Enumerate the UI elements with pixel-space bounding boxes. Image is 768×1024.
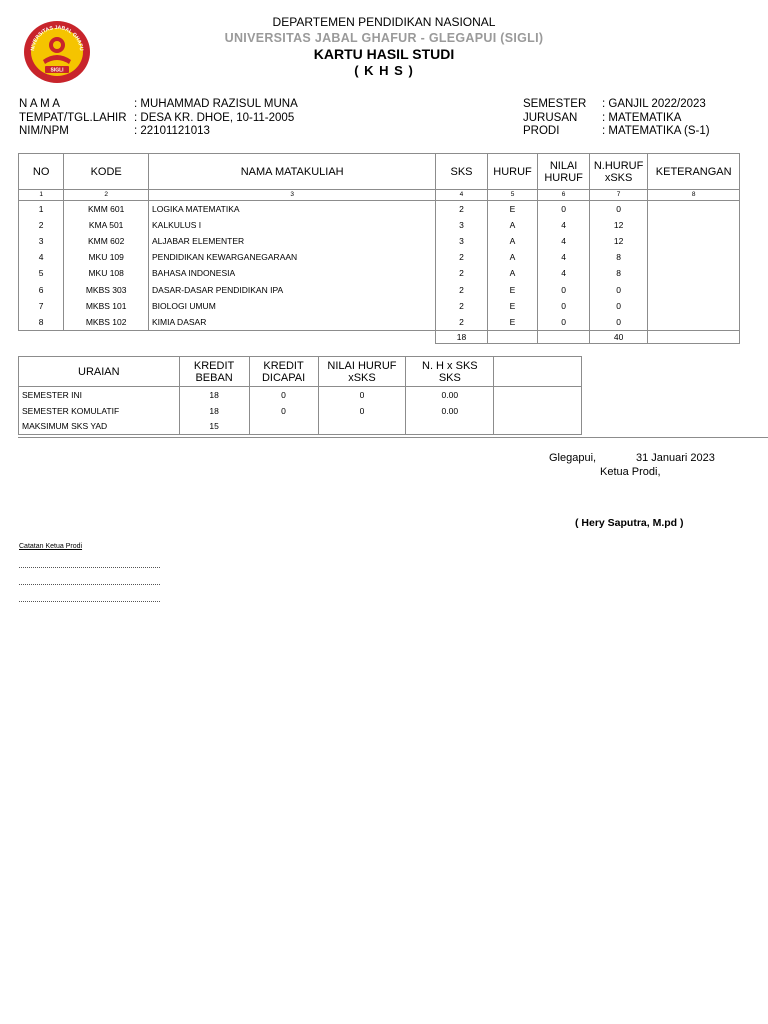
cell-nxsks: 0	[589, 281, 648, 297]
summary-header-dicapai: KREDIT DICAPAI	[249, 357, 318, 387]
cell-no: 4	[19, 249, 64, 265]
table-row	[19, 298, 740, 314]
cell-no: 1	[19, 201, 64, 217]
totals-row	[19, 330, 740, 343]
cell-keterangan	[648, 265, 740, 281]
signature-role: Ketua Prodi,	[600, 466, 661, 478]
prodi-value: : MATEMATIKA (S-1)	[602, 125, 710, 137]
total-sks: 18	[436, 330, 487, 343]
cell-no: 5	[19, 265, 64, 281]
colnum: 6	[538, 190, 589, 201]
cell-keterangan	[648, 314, 740, 330]
summary-dicapai: 0	[249, 403, 318, 419]
cell-nama: DASAR-DASAR PENDIDIKAN IPA	[149, 281, 436, 297]
document-subtitle: ( K H S )	[354, 63, 414, 78]
cell-no: 7	[19, 298, 64, 314]
cell-sks: 2	[436, 201, 487, 217]
jurusan-label: JURUSAN	[523, 112, 578, 124]
divider	[18, 437, 768, 438]
university-name: UNIVERSITAS JABAL GHAFUR - GLEGAPUI (SIGLI)	[224, 31, 544, 45]
document-title: KARTU HASIL STUDI	[313, 46, 455, 62]
table-row	[19, 281, 740, 297]
signature-date: 31 Januari 2023	[636, 452, 715, 464]
cell-sks: 2	[436, 265, 487, 281]
cell-sks: 2	[436, 281, 487, 297]
cell-nama: PENDIDIKAN KEWARGANEGARAAN	[149, 249, 436, 265]
table-row	[19, 249, 740, 265]
cell-nilai: 0	[538, 201, 589, 217]
grades-table	[18, 153, 740, 344]
notes-title: Catatan Ketua Prodi	[19, 543, 83, 550]
cell-no: 8	[19, 314, 64, 330]
header-huruf: HURUF	[487, 154, 538, 190]
summary-dicapai	[249, 419, 318, 435]
colnum: 7	[589, 190, 648, 201]
cell-no: 6	[19, 281, 64, 297]
summary-row	[19, 387, 582, 403]
header-nxsks: N.HURUF xSKS	[589, 154, 648, 190]
summary-header-uraian: URAIAN	[19, 357, 180, 387]
total-nxsks: 40	[589, 330, 648, 343]
semester-label: SEMESTER	[523, 98, 587, 110]
signature-name: ( Hery Saputra, M.pd )	[575, 517, 684, 529]
header-kode: KODE	[64, 154, 149, 190]
cell-sks: 2	[436, 314, 487, 330]
header-nilai: NILAI HURUF	[538, 154, 589, 190]
cell-no: 3	[19, 233, 64, 249]
cell-nama: BIOLOGI UMUM	[149, 298, 436, 314]
cell-keterangan	[648, 201, 740, 217]
summary-beban: 15	[179, 419, 249, 435]
jurusan-value: : MATEMATIKA	[602, 112, 682, 124]
birth-label: TEMPAT/TGL.LAHIR	[19, 112, 127, 124]
cell-no: 2	[19, 217, 64, 233]
cell-nilai: 0	[538, 314, 589, 330]
summary-uraian: MAKSIMUM SKS YAD	[19, 419, 180, 435]
cell-sks: 2	[436, 249, 487, 265]
notes-line	[19, 584, 160, 585]
summary-dicapai: 0	[249, 387, 318, 403]
cell-kode: MKBS 303	[64, 281, 149, 297]
summary-header-beban: KREDIT BEBAN	[179, 357, 249, 387]
cell-huruf: E	[487, 314, 538, 330]
colnum: 1	[19, 190, 64, 201]
birth-value: : DESA KR. DHOE, 10-11-2005	[134, 112, 295, 124]
header-sks: SKS	[436, 154, 487, 190]
cell-sks: 3	[436, 233, 487, 249]
cell-nxsks: 8	[589, 249, 648, 265]
name-label: N A M A	[19, 98, 60, 110]
cell-nama: ALJABAR ELEMENTER	[149, 233, 436, 249]
cell-nilai: 4	[538, 249, 589, 265]
cell-kode: KMM 602	[64, 233, 149, 249]
signature-place: Glegapui,	[549, 452, 597, 464]
cell-keterangan	[648, 233, 740, 249]
table-row	[19, 201, 740, 217]
summary-header-nh: N. H x SKS SKS	[406, 357, 494, 387]
summary-nilai: 0	[318, 403, 406, 419]
summary-nilai: 0	[318, 387, 406, 403]
cell-keterangan	[648, 298, 740, 314]
summary-row	[19, 419, 582, 435]
cell-kode: MKU 108	[64, 265, 149, 281]
notes-line	[19, 601, 160, 602]
cell-huruf: E	[487, 298, 538, 314]
cell-huruf: E	[487, 281, 538, 297]
summary-nilai	[318, 419, 406, 435]
summary-nh	[406, 419, 494, 435]
logo-ring-text: NIVERSITAS JABAL GHAFU	[29, 24, 85, 52]
cell-keterangan	[648, 281, 740, 297]
cell-keterangan	[648, 217, 740, 233]
logo-bottom-text: SIGLI	[50, 67, 64, 74]
nim-label: NIM/NPM	[19, 125, 69, 137]
summary-uraian: SEMESTER INI	[19, 387, 180, 403]
cell-nama: BAHASA INDONESIA	[149, 265, 436, 281]
summary-beban: 18	[179, 387, 249, 403]
table-row	[19, 265, 740, 281]
summary-nh: 0.00	[406, 403, 494, 419]
colnum: 5	[487, 190, 538, 201]
summary-header-nilai: NILAI HURUF xSKS	[318, 357, 406, 387]
cell-kode: MKBS 101	[64, 298, 149, 314]
summary-beban: 18	[179, 403, 249, 419]
name-value: : MUHAMMAD RAZISUL MUNA	[134, 98, 298, 110]
summary-nh: 0.00	[406, 387, 494, 403]
cell-nxsks: 0	[589, 314, 648, 330]
cell-huruf: A	[487, 265, 538, 281]
colnum: 3	[149, 190, 436, 201]
semester-value: : GANJIL 2022/2023	[602, 98, 706, 110]
cell-nilai: 4	[538, 265, 589, 281]
cell-nxsks: 8	[589, 265, 648, 281]
prodi-label: PRODI	[523, 125, 560, 137]
cell-nilai: 4	[538, 233, 589, 249]
cell-huruf: A	[487, 249, 538, 265]
cell-sks: 2	[436, 298, 487, 314]
nim-value: : 22101121013	[134, 125, 210, 137]
cell-huruf: A	[487, 233, 538, 249]
notes-line	[19, 567, 160, 568]
cell-kode: KMA 501	[64, 217, 149, 233]
cell-kode: MKBS 102	[64, 314, 149, 330]
cell-nama: KALKULUS I	[149, 217, 436, 233]
table-row	[19, 314, 740, 330]
summary-table	[18, 356, 582, 435]
cell-sks: 3	[436, 217, 487, 233]
cell-nilai: 0	[538, 281, 589, 297]
summary-header-blank	[494, 357, 582, 387]
summary-uraian: SEMESTER KOMULATIF	[19, 403, 180, 419]
cell-kode: MKU 109	[64, 249, 149, 265]
cell-kode: KMM 601	[64, 201, 149, 217]
cell-nxsks: 0	[589, 201, 648, 217]
header-no: NO	[19, 154, 64, 190]
cell-nxsks: 12	[589, 233, 648, 249]
colnum: 8	[648, 190, 740, 201]
colnum: 4	[436, 190, 487, 201]
department-name: DEPARTEMEN PENDIDIKAN NASIONAL	[272, 15, 496, 29]
cell-nama: KIMIA DASAR	[149, 314, 436, 330]
table-row	[19, 217, 740, 233]
cell-nama: LOGIKA MATEMATIKA	[149, 201, 436, 217]
cell-nxsks: 0	[589, 298, 648, 314]
summary-row	[19, 403, 582, 419]
cell-keterangan	[648, 249, 740, 265]
colnum: 2	[64, 190, 149, 201]
header-keterangan: KETERANGAN	[648, 154, 740, 190]
cell-nilai: 0	[538, 298, 589, 314]
cell-huruf: A	[487, 217, 538, 233]
header-nama: NAMA MATAKULIAH	[149, 154, 436, 190]
cell-huruf: E	[487, 201, 538, 217]
table-row	[19, 233, 740, 249]
cell-nxsks: 12	[589, 217, 648, 233]
cell-nilai: 4	[538, 217, 589, 233]
